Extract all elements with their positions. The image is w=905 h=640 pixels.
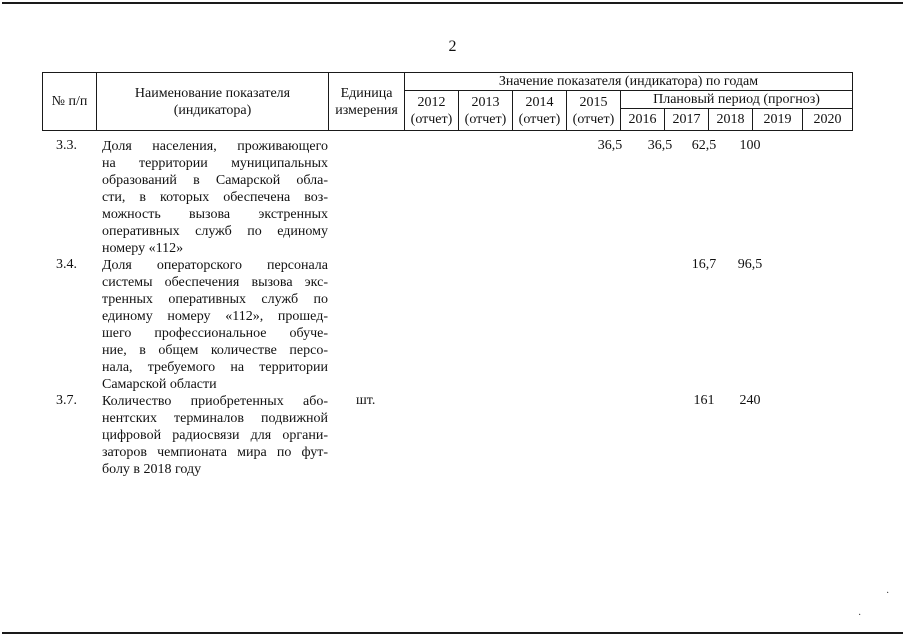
column-header-name <box>97 73 329 131</box>
year-label: 2015 <box>579 94 608 110</box>
column-header-year-2017: 2017 <box>665 109 709 131</box>
name-line: ние, в общем количестве персо- <box>102 343 328 358</box>
column-header-name-line2: (индикатора) <box>173 102 252 118</box>
column-group-plan-period: Плановый период (прогноз) <box>621 91 853 109</box>
column-group-values-by-year: Значение показателя (индикатора) по годам <box>405 73 853 91</box>
name-line: Самарской области <box>102 377 217 392</box>
name-line: оперативных служб по единому <box>102 224 328 239</box>
name-line: образований в Самарской обла- <box>102 173 328 188</box>
scan-speck: · <box>886 588 890 599</box>
name-line: цифровой радиосвязи для органи- <box>102 428 328 443</box>
name-line: Доля населения, проживающего <box>102 139 328 154</box>
name-line: единому номеру «112», прошед- <box>102 309 328 324</box>
name-line: тренных оперативных служб по <box>102 292 328 307</box>
column-header-year-2016: 2016 <box>621 109 665 131</box>
column-header-unit <box>329 73 405 131</box>
column-header-unit-line1: Единица <box>340 85 393 101</box>
report-note: (отчет) <box>518 111 561 127</box>
year-label: 2013 <box>471 94 500 110</box>
column-header-year-2018: 2018 <box>709 109 753 131</box>
value-2017: 161 <box>693 393 715 408</box>
value-2016: 36,5 <box>647 138 673 153</box>
scan-speck: · <box>858 610 862 621</box>
name-line: шего профессиональное обуче- <box>102 326 328 341</box>
name-line: болу в 2018 году <box>102 462 202 477</box>
top-border-line <box>2 2 903 4</box>
column-header-year-2014 <box>513 91 567 131</box>
column-header-year-2020: 2020 <box>803 109 853 131</box>
row-number: 3.7. <box>56 393 77 408</box>
name-line: на территории муниципальных <box>102 156 328 171</box>
report-note: (отчет) <box>572 111 615 127</box>
value-2018: 100 <box>739 138 761 153</box>
bottom-border-line <box>2 632 903 634</box>
value-2018: 96,5 <box>737 257 763 272</box>
year-label: 2012 <box>417 94 446 110</box>
indicator-table-header <box>42 72 853 131</box>
row-number: 3.3. <box>56 138 77 153</box>
name-line: сти, в которых обеспечена воз- <box>102 190 328 205</box>
column-header-year-2015 <box>567 91 621 131</box>
name-line: Количество приобретенных або- <box>102 394 328 409</box>
column-header-unit-line2: измерения <box>335 102 398 118</box>
year-label: 2014 <box>525 94 554 110</box>
column-header-year-2012 <box>405 91 459 131</box>
name-line: номеру «112» <box>102 241 184 256</box>
name-line: Доля операторского персонала <box>102 258 328 273</box>
name-line: можность вызова экстренных <box>102 207 328 222</box>
column-header-name-line1: Наименование показателя <box>134 85 291 101</box>
value-2015: 36,5 <box>597 138 623 153</box>
row-number: 3.4. <box>56 257 77 272</box>
report-note: (отчет) <box>410 111 453 127</box>
row-indicator-name <box>102 138 328 257</box>
name-line: нентских терминалов подвижной <box>102 411 328 426</box>
report-note: (отчет) <box>464 111 507 127</box>
name-line: заторов чемпионата мира по фут- <box>102 445 328 460</box>
column-header-number: № п/п <box>43 73 97 131</box>
name-line: системы обеспечения вызова экс- <box>102 275 328 290</box>
row-indicator-name <box>102 257 328 393</box>
row-indicator-name <box>102 393 328 478</box>
column-header-year-2013 <box>459 91 513 131</box>
page-number: 2 <box>448 38 457 55</box>
column-header-year-2019: 2019 <box>753 109 803 131</box>
name-line: нала, требуемого на территории <box>102 360 328 375</box>
value-2018: 240 <box>739 393 761 408</box>
value-2017: 62,5 <box>691 138 717 153</box>
value-2017: 16,7 <box>691 257 717 272</box>
row-unit: шт. <box>356 393 376 408</box>
